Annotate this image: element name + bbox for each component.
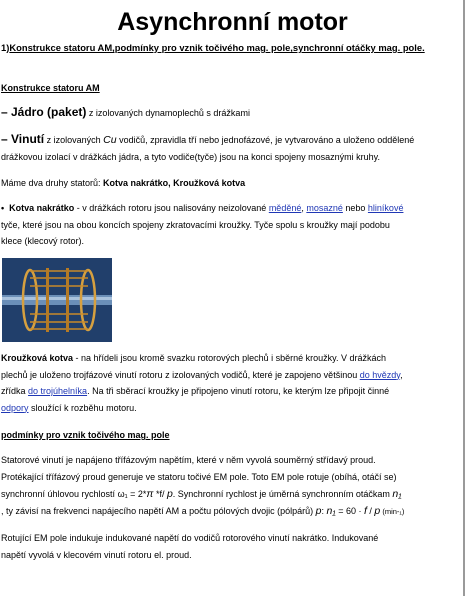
rotor-drawing: [2, 258, 112, 342]
l4-unit: (min-₁): [380, 507, 405, 516]
rotujici-line-1: Rotující EM pole indukuje indukované napětí do vodičů rotorového vinutí nakrátko. Indukované: [1, 533, 379, 543]
jadro-paragraph: [1, 104, 463, 122]
bullet: •: [1, 203, 5, 213]
l4-slash: /: [366, 506, 375, 516]
krouzkova-text-3a: zřídka: [1, 386, 29, 396]
krouzkova-text-1: - na hřídeli jsou kromě svazku rotorových plechů i sběrné kroužky. V drážkách: [73, 353, 387, 363]
link-do-hvezdy[interactable]: do hvězdy: [359, 369, 401, 380]
page-title: Asynchronní motor: [117, 8, 348, 36]
vinuti-cu: Cu: [103, 134, 117, 146]
vinuti-term: – Vinutí: [1, 132, 45, 146]
vinuti-text-2: vodičů, zpravidla tří nebo jednofázové, je vytvarováno a uloženo oddělené: [116, 135, 415, 145]
vinuti-text-1: z izolovaných: [44, 135, 104, 145]
squirrel-cage-rotor-image: [2, 258, 112, 342]
kotva-sep-2: nebo: [342, 203, 368, 213]
link-odpory[interactable]: odpory: [1, 402, 29, 413]
l3-p: p: [166, 488, 173, 500]
l4-text-a: , ty závisí na frekvenci napájecího napětí AM a počtu pólových dvojic (pólpárů): [1, 506, 316, 516]
section-heading-konstrukce: Konstrukce statoru AM: [1, 83, 100, 93]
l4-f: f: [363, 505, 367, 517]
krouzkova-text-2b: ,: [400, 369, 403, 380]
link-mosazne[interactable]: mosazné: [306, 203, 343, 213]
vinuti-paragraph: [1, 131, 463, 165]
l3-omega: ω₁ = 2*: [117, 489, 147, 499]
l3-text-d: . Synchronní rychlost je úměrná synchronním otáčkam: [172, 489, 393, 499]
druhy-bold: Kotva nakrátko, Kroužková kotva: [103, 178, 246, 188]
podminky-paragraph: [1, 452, 463, 520]
rotujici-paragraph: [1, 530, 463, 563]
krouzkova-text-4: sloužící k rozběhu motoru.: [28, 402, 137, 413]
l3-text-c: *f/: [153, 489, 167, 499]
subtitle-text: Konstrukce statoru AM,podmínky pro vznik točivého mag. pole,synchronní otáčky mag. pole.: [9, 42, 425, 53]
l4-colon: :: [321, 506, 327, 516]
kotva-nakratko-paragraph: [1, 200, 463, 250]
krouzkova-text-3b: . Na tři sběrací kroužky je připojeno vinutí rotoru, ke kterým lze připojit činné: [87, 386, 390, 396]
section-heading-podminky: podmínky pro vznik točivého mag. pole: [1, 430, 170, 440]
l4-p: p: [315, 505, 322, 517]
druhy-text: Máme dva druhy statorů:: [1, 178, 104, 188]
jadro-text: z izolovaných dynamoplechů s drážkami: [86, 108, 250, 118]
podminky-line-3: [1, 489, 402, 499]
krouzkova-term: Kroužková kotva: [1, 353, 74, 363]
kotva-term: Kotva nakrátko: [9, 203, 75, 213]
l4-n1: n₁: [326, 505, 336, 517]
krouzkova-kotva-paragraph: [1, 350, 463, 416]
kotva-text-3: klece (klecový rotor).: [1, 236, 85, 246]
podminky-line-1: Statorové vinutí je napájeno třífázovým napětím, které v něm vyvolá souměrný střídavý proud.: [1, 455, 376, 465]
rotujici-line-2: napětí vyvolá v klecovém vinutí rotoru el. proud.: [1, 549, 192, 560]
l3-n1: n₁: [392, 488, 402, 500]
podminky-line-4: [1, 506, 404, 516]
l3-text-a: synchronní úhlovou rychlostí: [1, 489, 118, 499]
vinuti-text-3: drážkovou izolací v drážkách jádra, a tyto vodiče(tyče) jsou na konci spojeny mosaznými kruhy.: [1, 151, 381, 162]
jadro-term: – Jádro (paket): [1, 105, 87, 119]
subtitle: [1, 42, 425, 53]
krouzkova-text-2: plechů je uloženo trojfázové vinutí rotoru z izolovaných vodičů, které je zapojeno většinou: [1, 369, 360, 380]
l4-p2: p: [374, 505, 381, 517]
l3-pi: π: [146, 488, 154, 500]
kotva-text-2: tyče, které jsou na obou koncích spojeny zkratovacími kroužky. Tyče spolu s kroužky mají podobu: [1, 219, 390, 230]
podminky-line-2: Protékající třífázový proud generuje ve statoru točivé EM pole. Toto EM pole rotuje (obíhá, otáčí se): [1, 472, 397, 482]
link-do-trojuhelnika[interactable]: do trojúhelníka: [28, 386, 88, 396]
l4-text-c: = 60 ·: [335, 506, 364, 516]
kotva-sep-1: ,: [301, 203, 307, 213]
druhy-paragraph: [1, 175, 463, 192]
kotva-text-1: - v drážkách rotoru jsou nalisovány neizolované: [74, 203, 269, 213]
subtitle-number: 1): [1, 42, 10, 53]
link-hlinikove[interactable]: hliníkové: [367, 203, 404, 213]
link-medene[interactable]: měděné: [268, 203, 302, 213]
